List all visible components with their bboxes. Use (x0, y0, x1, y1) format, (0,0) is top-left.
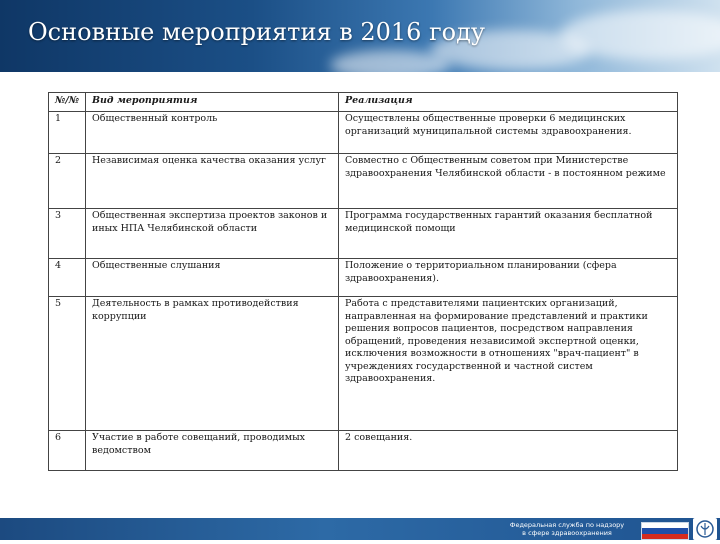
header-activity: Вид мероприятия (86, 93, 339, 112)
row-implementation: 2 совещания. (339, 431, 678, 471)
row-implementation: Положение о территориальном планировании (сфера здравоохранения). (339, 259, 678, 297)
row-implementation: Программа государственных гарантий оказания бесплатной медицинской помощи (339, 209, 678, 259)
row-number: 3 (49, 209, 86, 259)
table-row (49, 112, 678, 154)
footer-org-line1: Федеральная служба по надзору (509, 521, 625, 529)
row-activity: Общественный контроль (86, 112, 339, 154)
footer-org-line2: в сфере здравоохранения (522, 529, 612, 537)
row-implementation: Совместно с Общественным советом при Министерстве здравоохранения Челябинской области - в постоянном режиме (339, 154, 678, 209)
row-number: 2 (49, 154, 86, 209)
row-implementation: Осуществлены общественные проверки 6 медицинских организаций муниципальной системы здравоохранения. (339, 112, 678, 154)
row-number: 1 (49, 112, 86, 154)
page-title: Основные мероприятия в 2016 году (28, 18, 485, 46)
table-row (49, 297, 678, 431)
table-row (49, 209, 678, 259)
header-implementation: Реализация (339, 93, 678, 112)
table-header-row (49, 93, 678, 112)
table-row (49, 259, 678, 297)
header-number: №/№ (49, 93, 86, 112)
table-row (49, 154, 678, 209)
footer-org-name (506, 521, 628, 537)
row-implementation: Работа с представителями пациентских организаций, направленная на формирование представлений и практики решения вопросов пациентов, посредством направления обращений, проведения независимой экспертной оценки, исключения возможности в отношениях "врач-пациент" в учреждениях государственной и частной систем здравоохранения. (339, 297, 678, 431)
row-activity: Общественная экспертиза проектов законов и иных НПА Челябинской области (86, 209, 339, 259)
events-table (48, 92, 678, 471)
row-number: 4 (49, 259, 86, 297)
emblem-svg (693, 518, 717, 540)
row-activity: Общественные слушания (86, 259, 339, 297)
row-activity: Независимая оценка качества оказания услуг (86, 154, 339, 209)
row-activity: Участие в работе совещаний, проводимых ведомством (86, 431, 339, 471)
flag-stripe-red (642, 534, 688, 539)
russian-flag-icon (641, 522, 689, 540)
table-row (49, 431, 678, 471)
row-number: 5 (49, 297, 86, 431)
cloud-decoration (330, 50, 450, 72)
row-number: 6 (49, 431, 86, 471)
row-activity: Деятельность в рамках противодействия коррупции (86, 297, 339, 431)
emblem-icon (693, 518, 717, 540)
